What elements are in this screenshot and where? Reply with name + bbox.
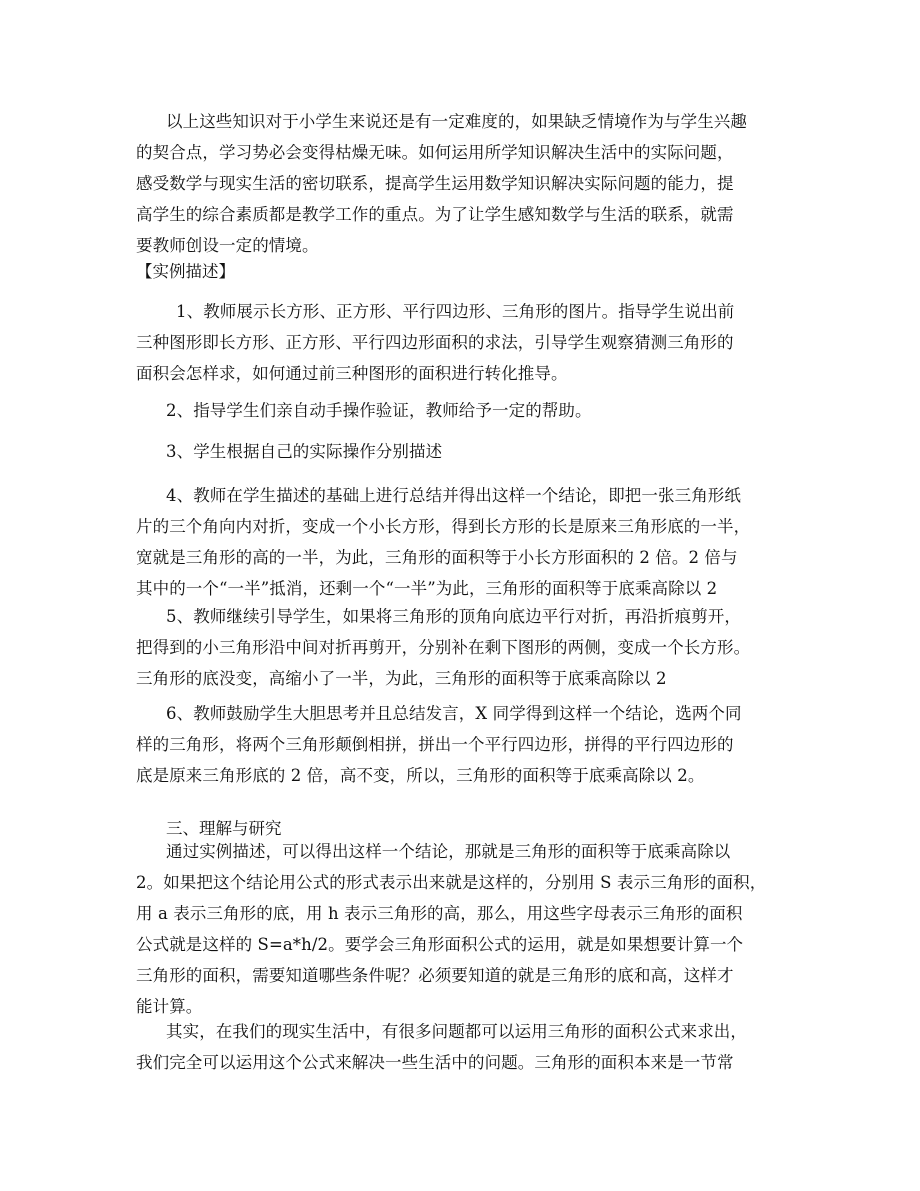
closing-paragraph: [136, 1016, 786, 1078]
paragraph-line: 样的三角形，将两个三角形颠倒相拼，拼出一个平行四边形，拼得的平行四边形的: [136, 735, 734, 754]
paragraph-line: 6、教师鼓励学生大胆思考并且总结发言，X 同学得到这样一个结论，选两个同: [166, 704, 742, 723]
paragraph-line: 的契合点，学习势必会变得枯燥无味。如何运用所学知识解决生活中的实际问题，: [136, 143, 734, 162]
paragraph-line: 面积会怎样求，如何通过前三种图形的面积进行转化推导。: [136, 364, 568, 383]
paragraph-line: 我们完全可以运用这个公式来解决一些生活中的问题。三角形的面积本来是一节常: [136, 1053, 734, 1072]
paragraph-line: 2。如果把这个结论用公式的形式表示出来就是这样的，分别用 S 表示三角形的面积，: [136, 873, 767, 892]
paragraph-line: 三种图形即长方形、正方形、平行四边形面积的求法，引导学生观察猜测三角形的: [136, 333, 734, 352]
section-heading-understanding: 三、理解与研究: [166, 819, 282, 838]
paragraph-line: 用 a 表示三角形的底，用 h 表示三角形的高，那么，用这些字母表示三角形的面积: [136, 904, 743, 923]
paragraph-line: 4、教师在学生描述的基础上进行总结并得出这样一个结论，即把一张三角形纸: [166, 486, 741, 505]
paragraph-line: 其实，在我们的现实生活中，有很多问题都可以运用三角形的面积公式来求出，: [166, 1022, 747, 1041]
understanding-paragraph: [136, 836, 786, 1022]
paragraph-line: 把得到的小三角形沿中间对折再剪开，分别补在剩下图形的两侧，变成一个长方形。: [136, 638, 751, 657]
step-6-paragraph: [136, 698, 786, 791]
paragraph-line: 底是原来三角形底的 2 倍，高不变，所以，三角形的面积等于底乘高除以 2。: [136, 766, 705, 785]
step-2-paragraph: [136, 395, 786, 426]
paragraph-line: 公式就是这样的 S=a*h/2。要学会三角形面积公式的运用，就是如果想要计算一个: [136, 935, 744, 954]
paragraph-line: 其中的一个“一半”抵消，还剩一个“一半”为此，三角形的面积等于底乘高除以 2: [136, 579, 718, 598]
paragraph-line: 高学生的综合素质都是教学工作的重点。为了让学生感知数学与生活的联系，就需: [136, 205, 734, 224]
paragraph-line: 片的三个角向内对折，变成一个小长方形，得到长方形的长是原来三角形底的一半，: [136, 517, 751, 536]
intro-paragraph: [136, 106, 786, 261]
paragraph-line: 感受数学与现实生活的密切联系，提高学生运用数学知识解决实际问题的能力，提: [136, 174, 734, 193]
step-4-paragraph: [136, 480, 786, 604]
paragraph-line: 能计算。: [136, 997, 203, 1016]
paragraph-line: 以上这些知识对于小学生来说还是有一定难度的，如果缺乏情境作为与学生兴趣: [166, 112, 747, 131]
paragraph-line: 通过实例描述，可以得出这样一个结论，那就是三角形的面积等于底乘高除以: [166, 842, 731, 861]
step-3-paragraph: [136, 436, 786, 467]
paragraph-line: 三角形的面积，需要知道哪些条件呢？必须要知道的就是三角形的底和高，这样才: [136, 966, 734, 985]
step-1-paragraph: [136, 296, 786, 389]
paragraph-line: 宽就是三角形的高的一半，为此，三角形的面积等于小长方形面积的 2 倍。2 倍与: [136, 548, 738, 567]
paragraph-line: 5、教师继续引导学生，如果将三角形的顶角向底边平行对折，再沿折痕剪开，: [166, 607, 741, 626]
paragraph-line: 3、学生根据自己的实际操作分别描述: [166, 442, 443, 461]
paragraph-line: 三角形的底没变，高缩小了一半，为此，三角形的面积等于底乘高除以 2: [136, 669, 667, 688]
section-heading-example: 【实例描述】: [136, 262, 235, 281]
paragraph-line: 2、指导学生们亲自动手操作验证，教师给予一定的帮助。: [166, 401, 592, 420]
step-5-paragraph: [136, 601, 786, 694]
paragraph-line: 要教师创设一定的情境。: [136, 236, 319, 255]
paragraph-line: 1、教师展示长方形、正方形、平行四边形、三角形的图片。指导学生说出前: [176, 302, 735, 321]
